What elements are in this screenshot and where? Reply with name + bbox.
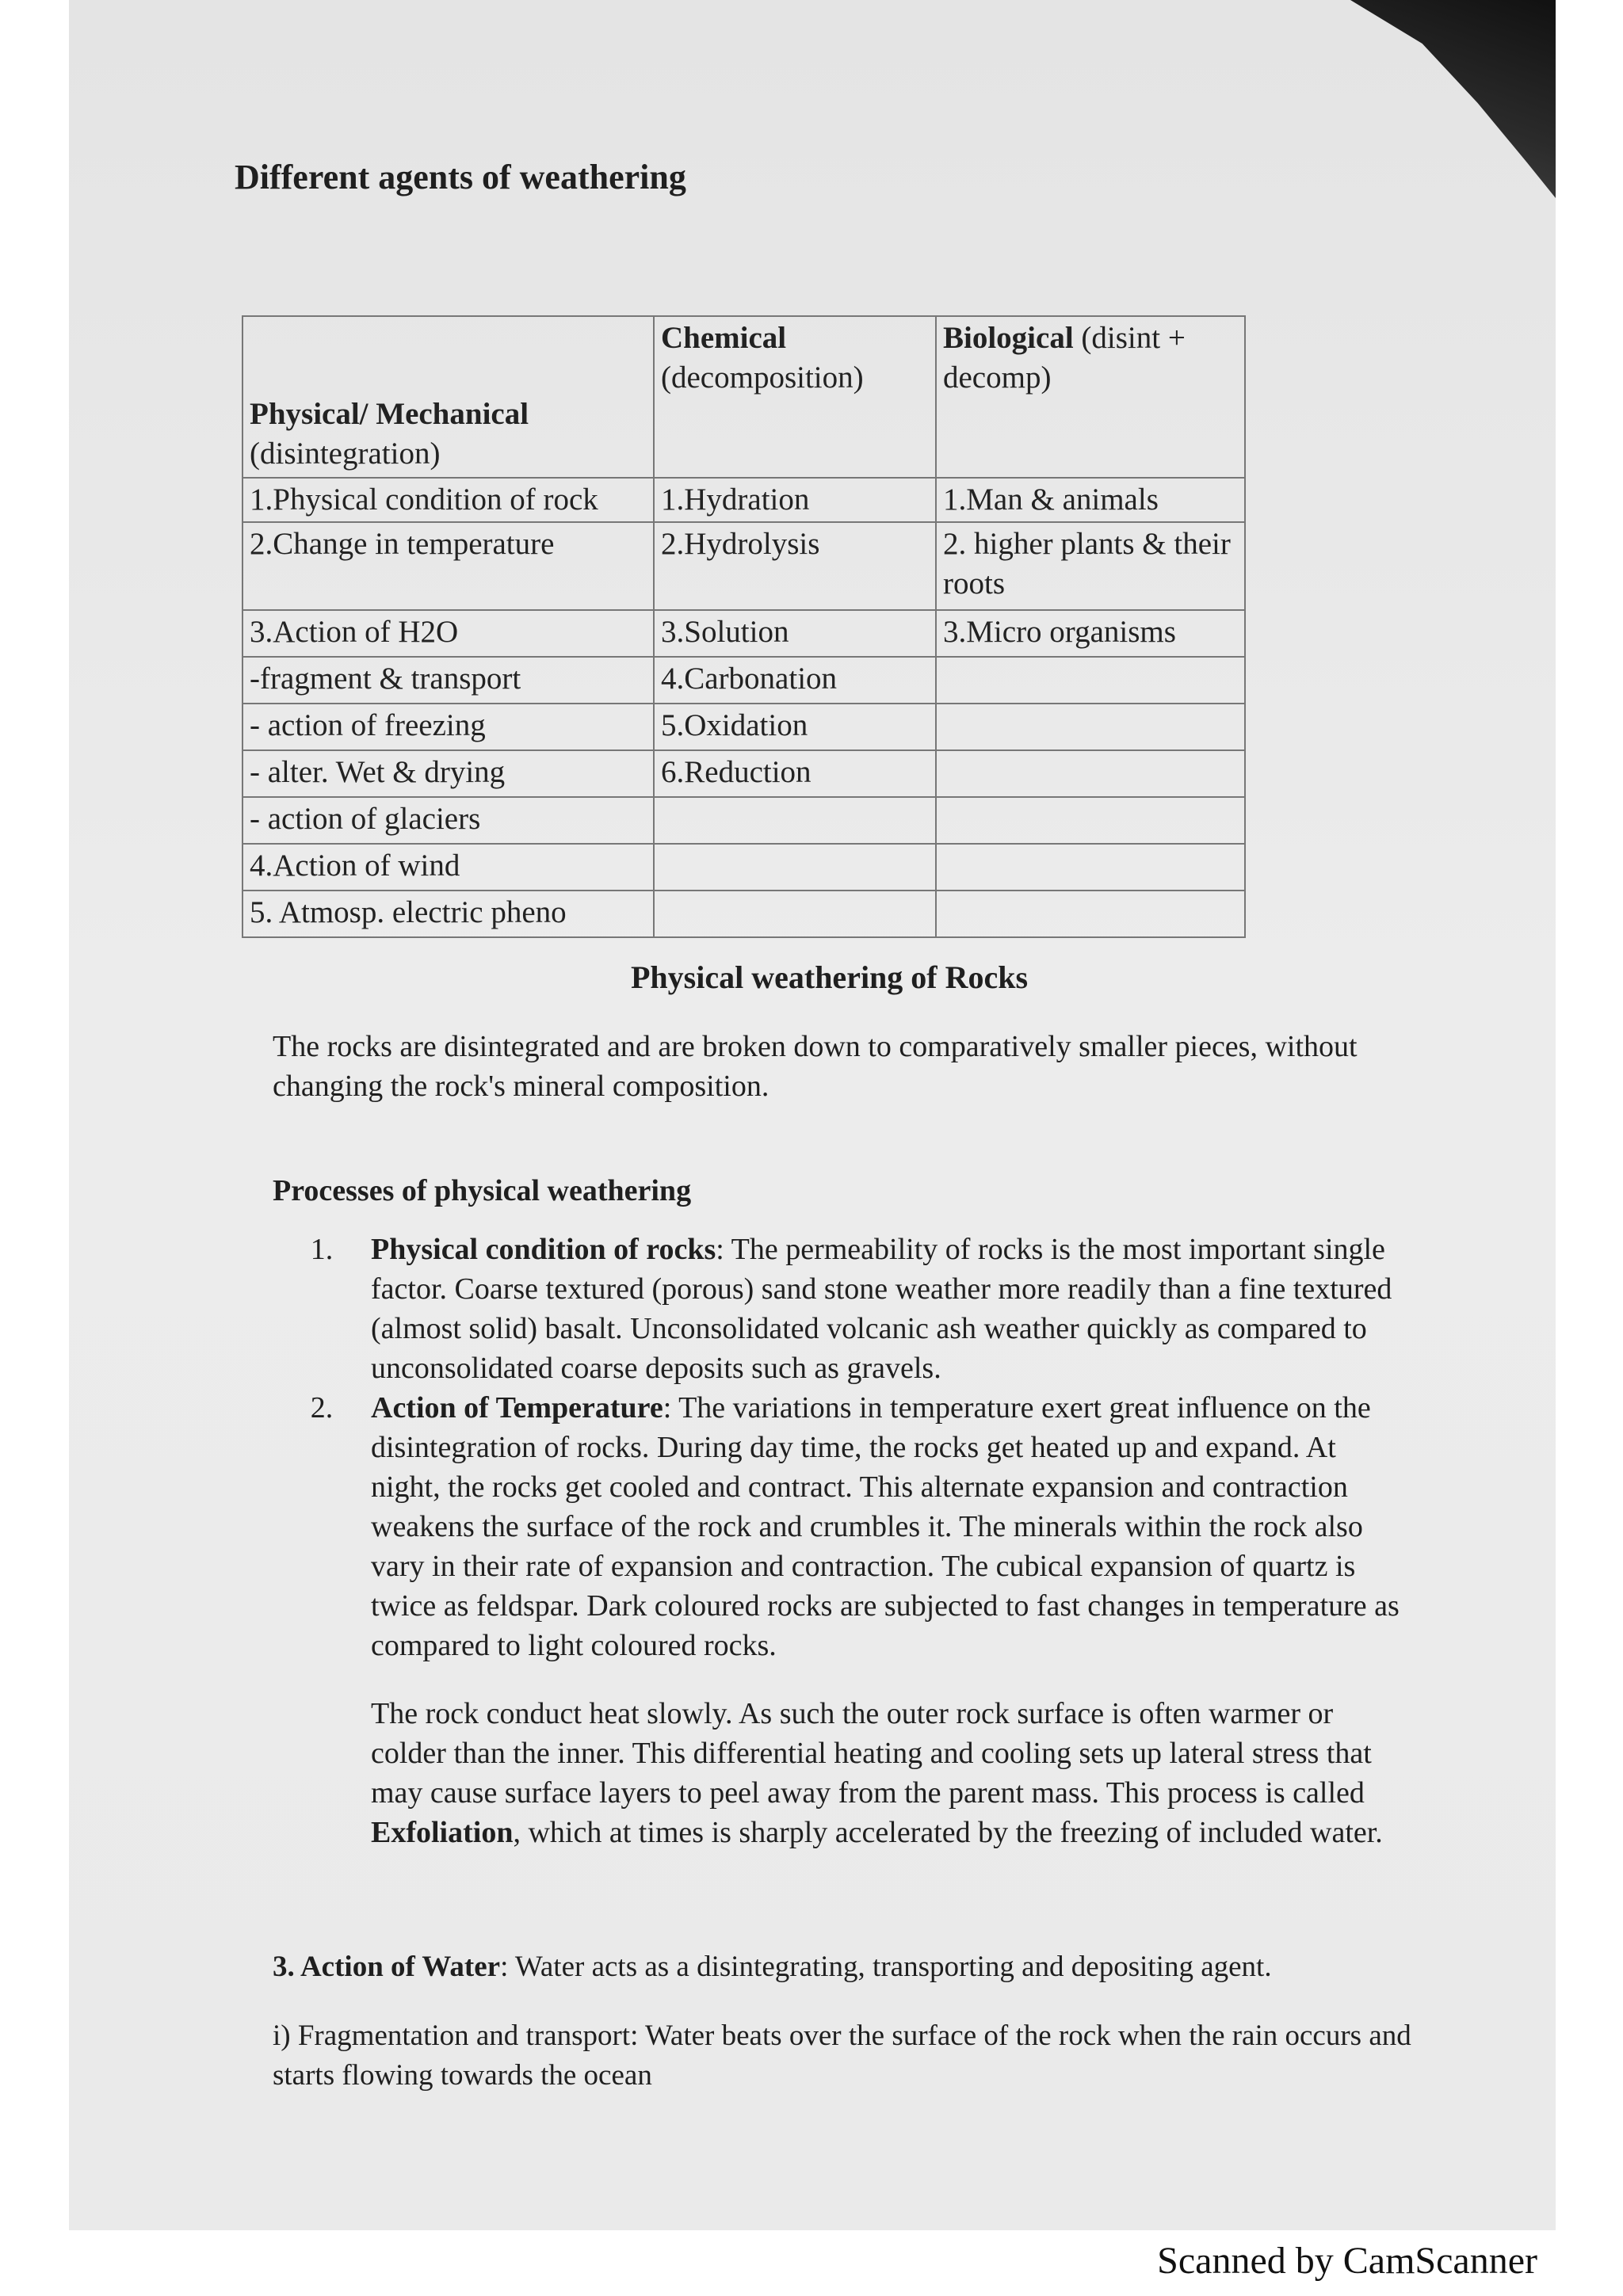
table-row (242, 478, 1245, 522)
header-title: Biological (943, 321, 1074, 355)
list-item-term: Action of Temperature (371, 1391, 663, 1425)
scanner-watermark: Scanned by CamScanner (1157, 2240, 1537, 2282)
table-header-physical (242, 316, 654, 478)
table-cell (936, 797, 1245, 844)
table-row (242, 750, 1245, 797)
document-title: Different agents of weathering (235, 158, 686, 196)
table-cell: 3.Micro organisms (936, 610, 1245, 657)
table-cell (936, 657, 1245, 704)
process-list (273, 1230, 1406, 1852)
header-title: Physical/ Mechanical (250, 397, 529, 431)
list-item (273, 1388, 1406, 1665)
table-cell (654, 891, 936, 937)
list-item-text (371, 1230, 1401, 1388)
table-row (242, 522, 1245, 610)
table-cell (654, 797, 936, 844)
table-cell: 1.Physical condition of rock (242, 478, 654, 522)
page-corner-shadow (1350, 0, 1556, 198)
weathering-agents-table (242, 315, 1246, 938)
table-cell: 3.Solution (654, 610, 936, 657)
table-row (242, 844, 1245, 891)
note-text: , which at times is sharply accelerated by the freezing of included water. (513, 1816, 1383, 1849)
table-cell: 6.Reduction (654, 750, 936, 797)
list-item-body: : The permeability of rocks is the most important single factor. Coarse textured (porous) sand stone weather more readily than a fine textured (almost solid) basalt. Unconsolidated volcanic ash weather quickly as compared to unconsolidated coarse deposits such as gravels. (371, 1233, 1392, 1385)
table-row (242, 657, 1245, 704)
fragmentation-paragraph: i) Fragmentation and transport: Water beats over the surface of the rock when the rain occurs and starts flowing towards the ocean (273, 2019, 1411, 2092)
water-text: : Water acts as a disintegrating, transporting and depositing agent. (500, 1951, 1272, 1983)
header-subtitle: (decomposition) (661, 360, 864, 395)
table-cell: 1.Man & animals (936, 478, 1245, 522)
list-item-number: 2. (310, 1391, 334, 1425)
table-cell: 4.Action of wind (242, 844, 654, 891)
action-of-water-paragraph (273, 1947, 1509, 1987)
processes-heading: Processes of physical weathering (273, 1174, 692, 1207)
list-item (273, 1230, 1406, 1388)
table-header-biological (936, 316, 1245, 478)
table-cell (936, 891, 1245, 937)
table-row (242, 704, 1245, 750)
note-term: Exfoliation (371, 1816, 514, 1849)
list-item-number: 1. (310, 1233, 334, 1266)
list-item-term: Physical condition of rocks (371, 1233, 716, 1266)
table-header-row (242, 316, 1245, 478)
table-cell: 4.Carbonation (654, 657, 936, 704)
table-row (242, 610, 1245, 657)
table-cell: 2. higher plants & their roots (936, 522, 1245, 610)
header-title: Chemical (661, 321, 787, 355)
table-cell: 5.Oxidation (654, 704, 936, 750)
note-text: The rock conduct heat slowly. As such the outer rock surface is often warmer or colder than the inner. This differential heating and cooling sets up lateral stress that may cause surface layers to peel away from the parent mass. This process is called (371, 1697, 1372, 1810)
table-cell: -fragment & transport (242, 657, 654, 704)
header-subtitle: (disintegration) (250, 437, 441, 471)
table-cell: 2.Change in temperature (242, 522, 654, 610)
exfoliation-paragraph (371, 1694, 1401, 1852)
water-term: 3. Action of Water (273, 1951, 501, 1983)
table-cell: - alter. Wet & drying (242, 750, 654, 797)
list-item-text (371, 1388, 1401, 1665)
table-cell: 1.Hydration (654, 478, 936, 522)
table-cell (936, 704, 1245, 750)
table-cell: 3.Action of H2O (242, 610, 654, 657)
intro-paragraph: The rocks are disintegrated and are broken down to comparatively smaller pieces, without changing the rock's mineral composition. (273, 1030, 1358, 1103)
list-item-body: : The variations in temperature exert great influence on the disintegration of rocks. During day time, the rocks get heated up and expand. At night, the rocks get cooled and contract. This alternate expansion and contraction weakens the surface of the rock and crumbles it. The minerals within the rock also vary in their rate of expansion and contraction. The cubical expansion of quartz is twice as feldspar. Dark coloured rocks are subjected to fast changes in temperature as compared to light coloured rocks. (371, 1391, 1400, 1662)
table-header-chemical (654, 316, 936, 478)
table-cell (936, 844, 1245, 891)
table-cell: 5. Atmosp. electric pheno (242, 891, 654, 937)
table-cell (936, 750, 1245, 797)
table-row (242, 797, 1245, 844)
table-row (242, 891, 1245, 937)
table-cell: - action of glaciers (242, 797, 654, 844)
table-cell: 2.Hydrolysis (654, 522, 936, 610)
section-heading: Physical weathering of Rocks (631, 959, 1029, 995)
table-cell (654, 844, 936, 891)
table-cell: - action of freezing (242, 704, 654, 750)
header-subtitle: (disint + decomp) (943, 321, 1186, 395)
